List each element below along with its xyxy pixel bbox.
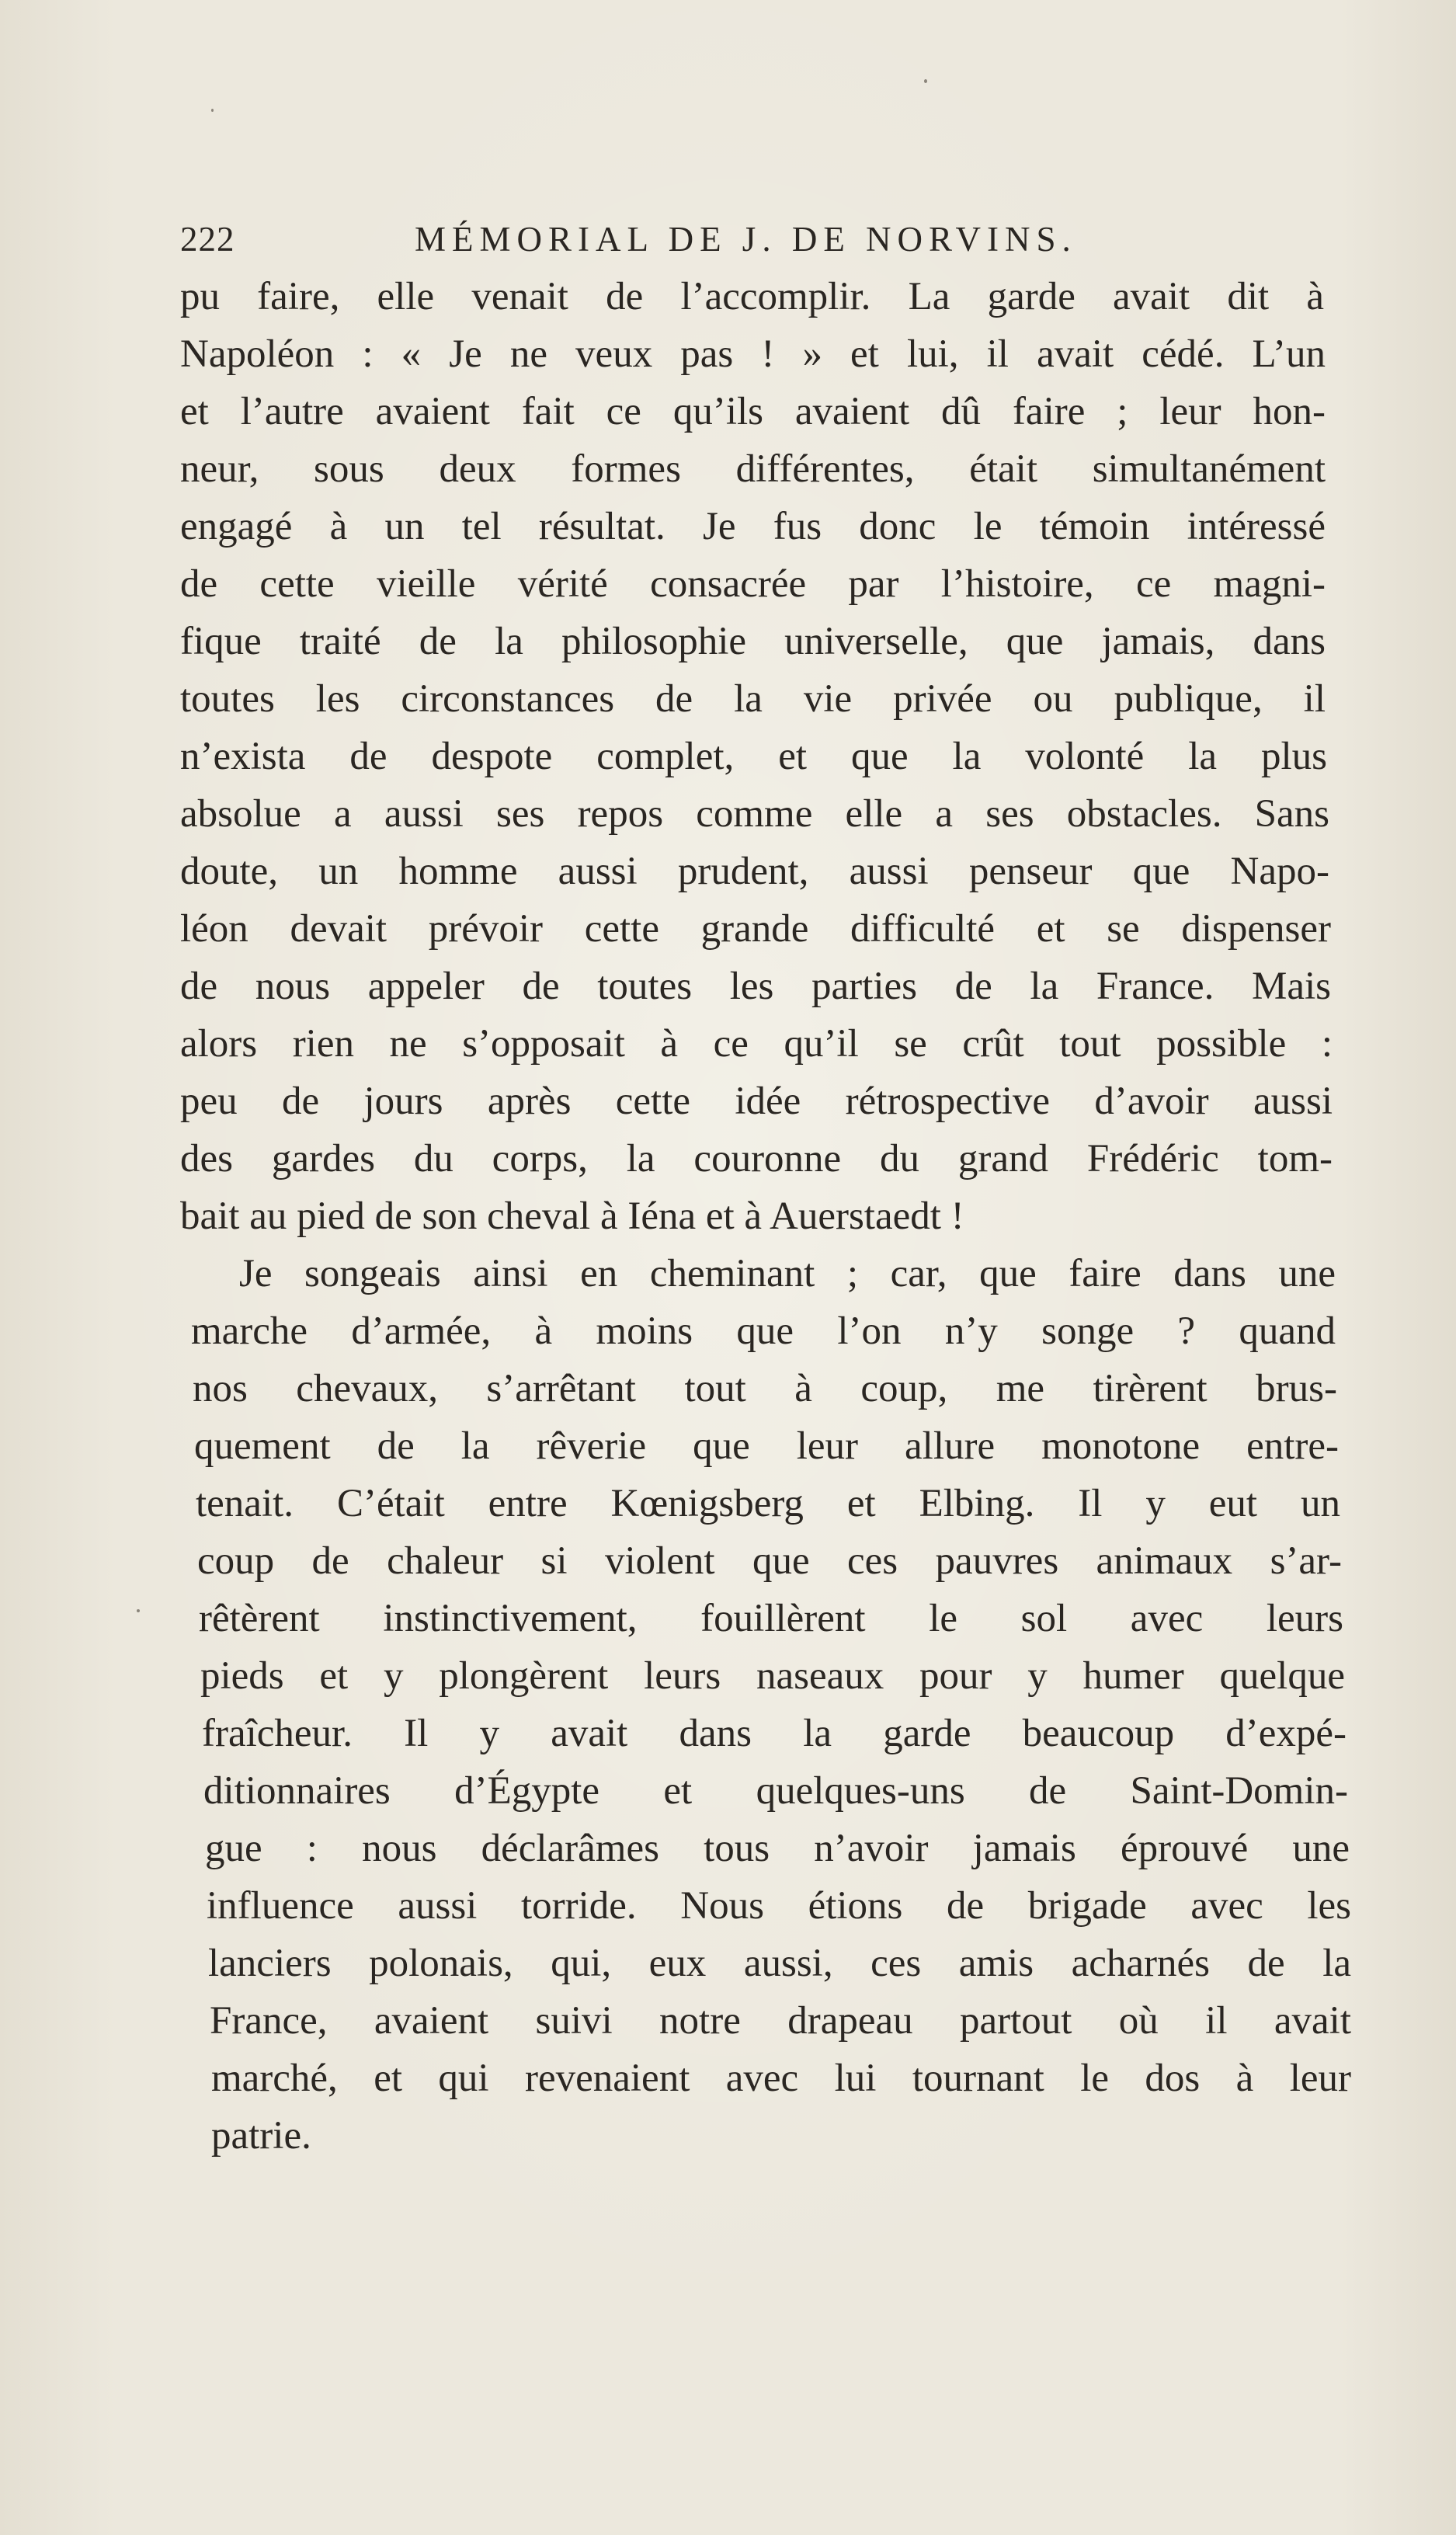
text-line: marché, et qui revenaient avec lui tournant le dos à leur (211, 2057, 1351, 2100)
text-line: toutes les circonstances de la vie privée ou publique, il (180, 677, 1326, 721)
text-line: quement de la rêverie que leur allure monotone entre- (194, 1424, 1339, 1468)
text-line: ditionnaires d’Égypte et quelques-uns de Saint-Domin- (203, 1769, 1348, 1813)
text-line: n’exista de despote complet, et que la volonté la plus (180, 735, 1327, 778)
text-line: neur, sous deux formes différentes, était simultanément (180, 447, 1326, 491)
page-header (180, 216, 1081, 263)
text-line: patrie. (211, 2114, 311, 2158)
text-line: rêtèrent instinctivement, fouillèrent le sol avec leurs (199, 1597, 1343, 1640)
text-line: engagé à un tel résultat. Je fus donc le témoin intéressé (180, 505, 1326, 548)
text-line: et l’autre avaient fait ce qu’ils avaient dû faire ; leur hon- (180, 390, 1326, 433)
text-line: marche d’armée, à moins que l’on n’y songe ? quand (191, 1309, 1336, 1353)
text-line: coup de chaleur si violent que ces pauvres animaux s’ar- (197, 1539, 1342, 1583)
text-line: de nous appeler de toutes les parties de la France. Mais (180, 965, 1331, 1008)
text-line: alors rien ne s’opposait à ce qu’il se crût tout possible : (180, 1022, 1333, 1066)
text-line: nos chevaux, s’arrêtant tout à coup, me tirèrent brus- (193, 1367, 1337, 1410)
body-text (180, 268, 1360, 2165)
text-line: pu faire, elle venait de l’accomplir. La garde avait dit à (180, 275, 1324, 318)
text-line: fique traité de la philosophie universelle, que jamais, dans (180, 620, 1326, 663)
text-line: des gardes du corps, la couronne du grand Frédéric tom- (180, 1137, 1333, 1181)
text-line: de cette vieille vérité consacrée par l’histoire, ce magni- (180, 562, 1326, 606)
text-line: gue : nous déclarâmes tous n’avoir jamais éprouvé une (205, 1827, 1350, 1870)
text-line: bait au pied de son cheval à Iéna et à Auerstaedt ! (180, 1194, 964, 1238)
paper-speck (137, 1609, 140, 1612)
text-line: Je songeais ainsi en cheminant ; car, que faire dans une (239, 1252, 1336, 1295)
text-line: pieds et y plongèrent leurs naseaux pour y humer quelque (200, 1654, 1345, 1698)
text-line: peu de jours après cette idée rétrospective d’avoir aussi (180, 1080, 1333, 1123)
paper-speck (211, 109, 214, 112)
running-title: MÉMORIAL DE J. DE NORVINS. (415, 220, 1077, 259)
text-line: léon devait prévoir cette grande difficulté et se dispenser (180, 907, 1331, 951)
text-line: France, avaient suivi notre drapeau partout où il avait (210, 1999, 1351, 2043)
text-line: tenait. C’était entre Kœnigsberg et Elbing. Il y eut un (196, 1482, 1340, 1525)
page-number: 222 (180, 220, 235, 259)
text-line: lanciers polonais, qui, eux aussi, ces amis acharnés de la (208, 1942, 1351, 1985)
text-line: absolue a aussi ses repos comme elle a ses obstacles. Sans (180, 792, 1329, 836)
text-line: fraîcheur. Il y avait dans la garde beaucoup d’expé- (202, 1712, 1347, 1755)
text-line: Napoléon : « Je ne veux pas ! » et lui, il avait cédé. L’un (180, 332, 1326, 376)
text-line: doute, un homme aussi prudent, aussi penseur que Napo- (180, 850, 1329, 893)
paper-speck (924, 79, 927, 83)
text-line: influence aussi torride. Nous étions de brigade avec les (207, 1884, 1351, 1928)
